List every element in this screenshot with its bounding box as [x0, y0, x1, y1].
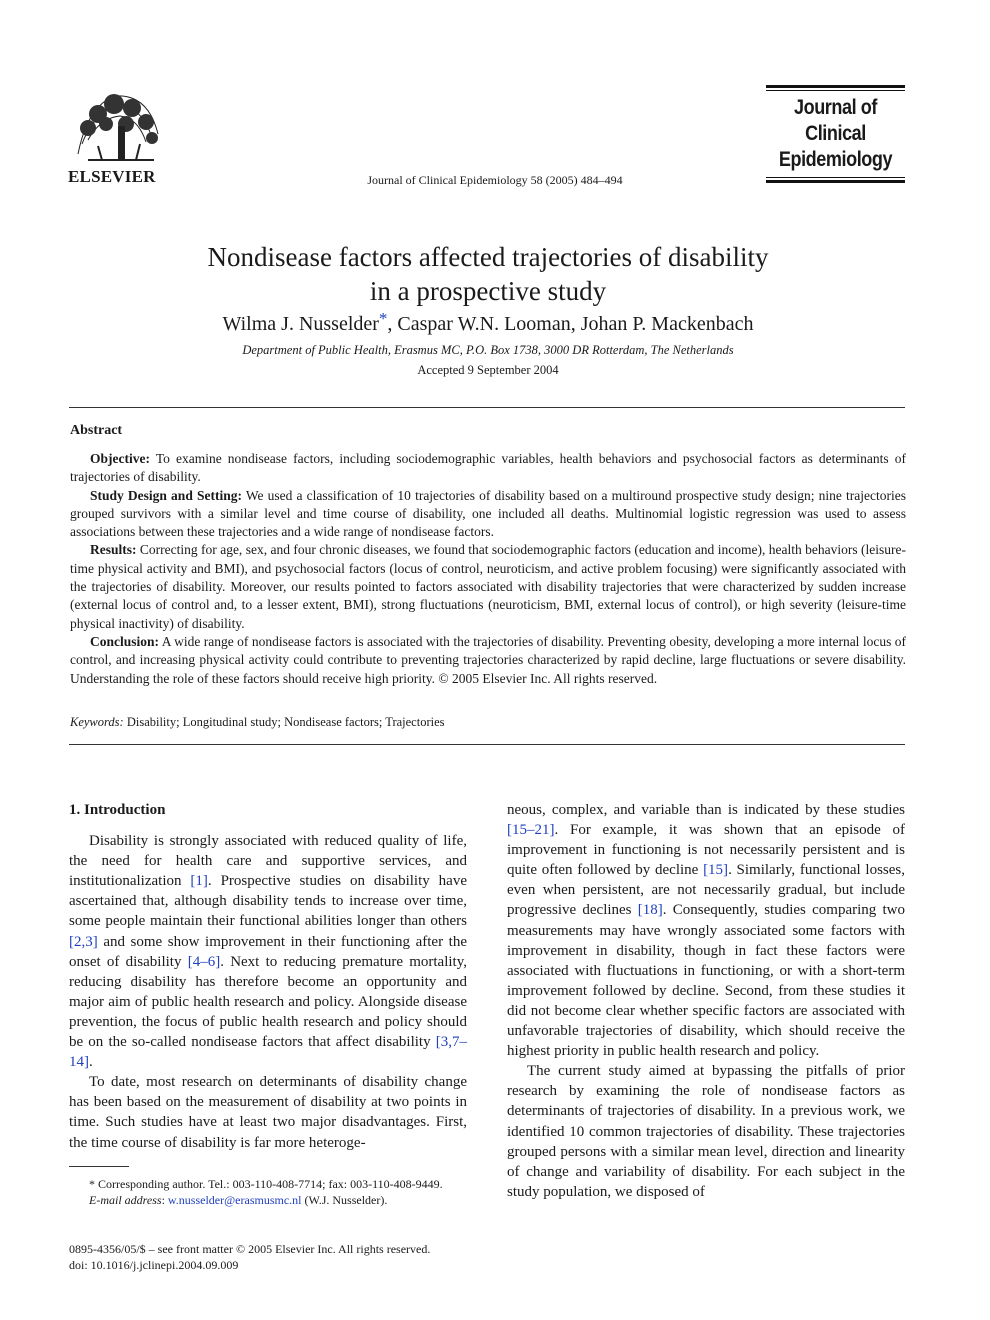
abstract-design: [70, 487, 906, 542]
article-title: [0, 240, 976, 308]
left-paragraph-2: To date, most research on determinants of disability change has been based on the measurement of disability at two points in time. Such studies have at least two major disadvantages. First, the time course of disability is far more heteroge-: [69, 1074, 467, 1151]
citation-link-1[interactable]: [1]: [190, 873, 208, 890]
right-paragraph-2: The current study aimed at bypassing the pitfalls of prior research by examining the role of nondisease factors as determinants of trajectories of disability. In a previous work, we identified 10 common trajectories of disability. These trajectories grouped persons with a similar mean level, direction and linearity of change and variability of disability. For each subject in the study population, we disposed of: [507, 1063, 905, 1200]
abstract-objective: [70, 450, 906, 487]
text-run: . Similarly, functional losses, even when persistent, are not necessarily gradual, but include progressive declines: [507, 862, 905, 919]
email-label: E-mail address: [89, 1193, 162, 1207]
author-first: Wilma J. Nusselder: [222, 313, 379, 335]
text-run: . Consequently, studies comparing two measurements may have wrongly associated some factors with improvement in disability, though in fact these factors were associated with fluctuations in functioning, or with a short-term improvement followed by decline. Second, from these studies it did not become clear whether specific factors are associated with unfavorable trajectories of disability, which should receive the highest priority in public health research and policy.: [507, 902, 905, 1060]
abstract-results: [70, 541, 906, 632]
doi-line[interactable]: doi: 10.1016/j.jclinepi.2004.09.009: [69, 1258, 239, 1272]
conclusion-label: Conclusion:: [90, 633, 160, 649]
keywords-text: Disability; Longitudinal study; Nondisease factors; Trajectories: [123, 715, 445, 729]
objective-label: Objective:: [90, 451, 150, 466]
accepted-date: Accepted 9 September 2004: [417, 363, 559, 377]
journal-name-line1: Journal of: [793, 96, 877, 119]
results-text: Correcting for age, sex, and four chronic diseases, we found that sociodemographic factors (education and income), health behaviors (leisure-time physical activity and BMI), and psychosocial factors (locus of control, neuroticism, and active problem focusing) were significantly associated with the trajectories of disability. Moreover, our results pointed to factors associated with disability trajectories that were characterized by sudden increase (external locus of control and, to a lesser extent, BMI), strong fluctuations (neuroticism, BMI, external locus of control), or high severity (leisure-time physical inactivity) of disability.: [70, 542, 906, 631]
citation-link-2-3[interactable]: [2,3]: [69, 933, 98, 950]
left-paragraph-1: [69, 831, 467, 1072]
journal-name-line3: Epidemiology: [778, 148, 893, 171]
email-owner: (W.J. Nusselder).: [301, 1193, 388, 1207]
author-rest: , Caspar W.N. Looman, Johan P. Mackenbach: [387, 313, 754, 335]
text-run: . Next to reducing premature mortality, reducing disability has therefore become an opportunity and major aim of public health research and policy. Alongside disease prevention, the focus of public health research and policy should be on the so-called nondisease factors that affect disability: [69, 953, 467, 1051]
text-run: . For example, it was shown that an episode of improvement in functioning is not necessarily persistent and is quite often followed by decline: [507, 822, 905, 879]
text-run: and some show improvement in their functioning after the onset of disability: [69, 933, 467, 970]
text-run: neous, complex, and variable than is indicated by these studies: [507, 802, 905, 818]
objective-text: To examine nondisease factors, including sociodemographic variables, health behaviors and psychosocial factors as determinants of trajectories of disability.: [70, 451, 906, 485]
design-label: Study Design and Setting:: [90, 487, 242, 503]
text-run: . Prospective studies on disability have ascertained that, although disability tends to increase over time, some people maintain their functional abilities longer than others: [69, 873, 467, 930]
corresponding-author-note: * Corresponding author. Tel.: 003-110-408-7714; fax: 003-110-408-9449.: [89, 1177, 443, 1191]
design-text: We used a classification of 10 trajectories of disability based on a multiround prospective study design; nine trajectories grouped survivors with a similar level and time course of disability, one included all deaths. Multinomial logistic regression was used to assess associations between these trajectories and a wide range of nondisease factors.: [70, 487, 906, 540]
citation-link-18[interactable]: [18]: [637, 902, 663, 919]
corresponding-author-link[interactable]: *: [378, 309, 388, 328]
publisher-name: ELSEVIER: [68, 167, 156, 186]
keywords-label: Keywords:: [70, 715, 124, 729]
abstract-heading: Abstract: [70, 423, 123, 438]
citation-link-3-7-14[interactable]: [3,7–14]: [69, 1034, 467, 1071]
footnote-rule: [69, 1166, 129, 1167]
title-line1: Nondisease factors affected trajectories of disability: [207, 242, 769, 272]
affiliation: Department of Public Health, Erasmus MC, P.O. Box 1738, 3000 DR Rotterdam, The Netherlands: [242, 343, 734, 357]
journal-citation: Journal of Clinical Epidemiology 58 (2005) 484–494: [367, 173, 623, 187]
body-right-column: [507, 800, 905, 1202]
email-note: [69, 1192, 467, 1208]
body-left-column: [69, 800, 467, 1153]
citation-link-15-21[interactable]: [15–21]: [507, 822, 555, 839]
right-paragraph-1: [507, 800, 905, 1061]
journal-name: [776, 95, 896, 173]
citation-link-4-6[interactable]: [4–6]: [187, 953, 221, 970]
abstract-conclusion: [70, 633, 906, 688]
text-run: .: [89, 1054, 93, 1071]
copyright-block: [69, 1241, 430, 1273]
abstract-body: [70, 450, 906, 688]
citation-link-15[interactable]: [15]: [703, 862, 729, 879]
keywords: [70, 715, 445, 730]
conclusion-text: A wide range of nondisease factors is associated with the trajectories of disability. Preventing obesity, developing a more internal locus of control, and increasing physical activity could contribute to preventing trajectories characterized by rapid decline, large fluctuations or severe disability. Understanding the role of these factors should receive high priority. © 2005 Elsevier Inc. All rights reserved.: [70, 633, 906, 686]
section-heading-introduction: 1. Introduction: [69, 802, 166, 818]
results-label: Results:: [90, 542, 137, 558]
text-run: Disability is strongly associated with reduced quality of life, the need for health care and supportive services, and institutionalization: [69, 833, 467, 890]
email-link[interactable]: w.nusselder@erasmusmc.nl: [167, 1193, 302, 1207]
divider-top: [69, 407, 905, 408]
copyright-line: 0895-4356/05/$ – see front matter © 2005 Elsevier Inc. All rights reserved.: [69, 1242, 431, 1256]
text-run: :: [161, 1193, 168, 1207]
divider-bottom: [69, 744, 905, 745]
journal-name-line2: Clinical: [805, 122, 866, 145]
title-line2: in a prospective study: [369, 276, 607, 306]
authors: [0, 309, 976, 336]
journal-masthead: [766, 85, 905, 183]
footnote: [69, 1176, 467, 1208]
